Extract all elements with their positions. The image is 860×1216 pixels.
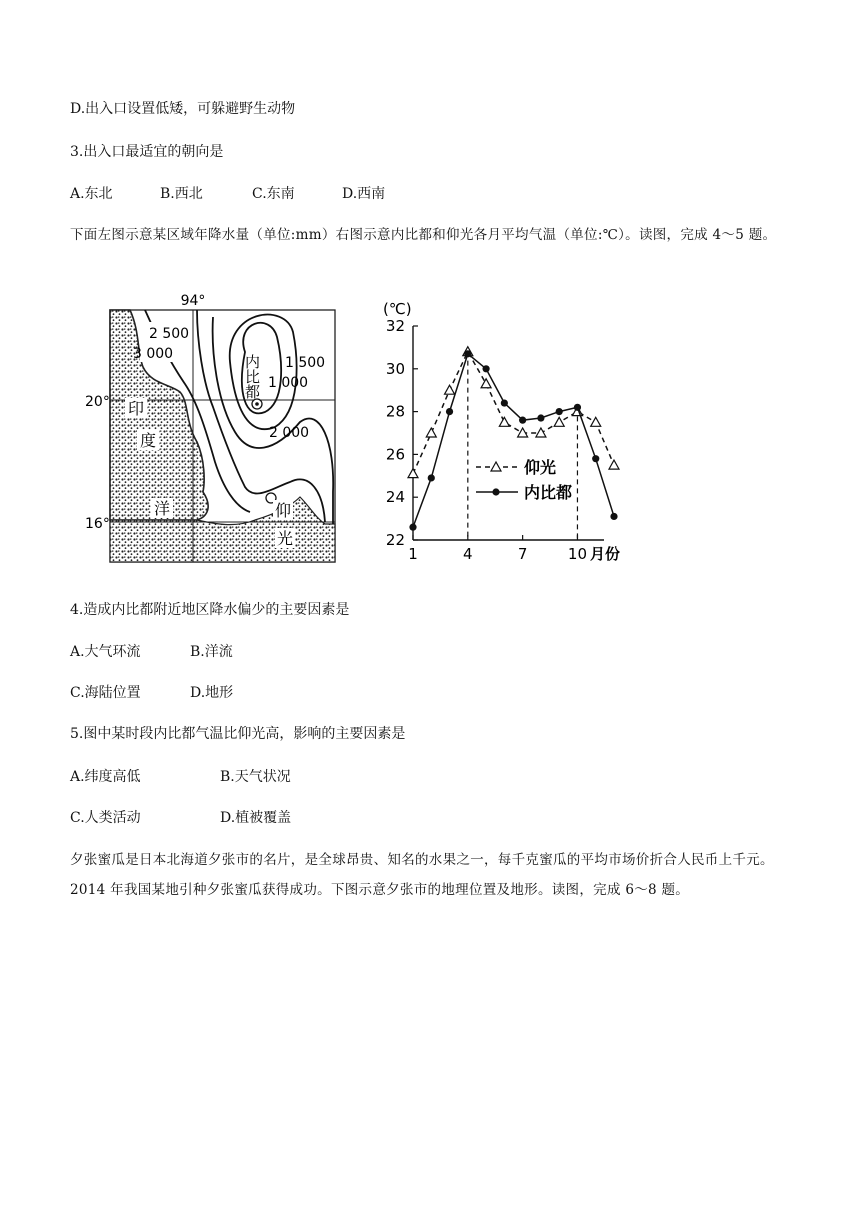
q4-option-b: B.洋流	[190, 644, 233, 660]
chart-ylabel: (℃)	[383, 300, 412, 318]
label-yang-guang-2: 光	[277, 529, 294, 548]
point-仰光	[499, 417, 509, 426]
point-仰光	[591, 417, 601, 426]
y-tick-label: 30	[385, 359, 405, 378]
label-yin: 印	[128, 399, 145, 418]
question-5-stem: 5.图中某时段内比都气温比仰光高，影响的主要因素是	[70, 726, 406, 742]
point-内比都	[501, 399, 508, 406]
isohyet-label-2000: 2 000	[269, 425, 310, 441]
point-仰光	[536, 428, 546, 437]
label-du: 度	[140, 431, 157, 450]
label-naypyidaw: 内比都	[243, 354, 261, 399]
point-仰光	[445, 385, 455, 394]
point-仰光	[408, 469, 418, 478]
lon-label-94: 94°	[180, 293, 206, 309]
x-tick-label: 7	[517, 545, 528, 563]
q4-option-d: D.地形	[190, 685, 234, 701]
point-内比都	[482, 365, 489, 372]
intro-questions-4-5: 下面左图示意某区域年降水量（单位:mm）右图示意内比都和仰光各月平均气温（单位:℃）。读图，完成 4～5 题。	[70, 227, 777, 243]
temperature-chart	[368, 292, 638, 567]
legend-marker-内比都	[492, 488, 499, 495]
q4-option-c: C.海陆位置	[70, 685, 141, 701]
q3-option-b: B.西北	[160, 186, 203, 202]
label-yang: 洋	[154, 499, 171, 518]
series-line-内比都	[413, 354, 614, 527]
point-内比都	[537, 414, 544, 421]
question-4-stem: 4.造成内比都附近地区降水偏少的主要因素是	[70, 602, 350, 618]
y-tick-label: 32	[385, 317, 405, 335]
x-tick-label: 10	[567, 545, 588, 563]
q3-option-c: C.东南	[252, 186, 295, 202]
y-tick-label: 22	[385, 531, 405, 549]
lat-label-20: 20°	[85, 394, 110, 410]
q5-option-c: C.人类活动	[70, 810, 141, 826]
q3-option-d: D.西南	[342, 186, 386, 202]
lat-label-16: 16°	[85, 516, 110, 532]
legend-marker-仰光	[491, 462, 501, 471]
point-仰光	[481, 379, 491, 388]
point-内比都	[519, 417, 526, 424]
chart-xlabel: 月份	[590, 545, 621, 563]
question-2-option-d: D.出入口设置低矮，可躲避野生动物	[70, 101, 296, 117]
question-3-stem: 3.出入口最适宜的朝向是	[70, 144, 224, 160]
legend-label-仰光: 仰光	[524, 458, 557, 477]
x-tick-label: 1	[408, 545, 418, 563]
y-tick-label: 24	[385, 488, 405, 507]
precipitation-map	[85, 292, 350, 567]
legend-label-内比都: 内比都	[524, 483, 573, 502]
isohyet-label-3000: 3 000	[133, 346, 174, 362]
point-仰光	[426, 428, 436, 437]
x-tick-label: 4	[463, 545, 473, 563]
y-tick-label: 26	[385, 445, 405, 464]
point-内比都	[428, 474, 435, 481]
y-tick-label: 28	[385, 402, 405, 421]
point-内比都	[592, 455, 599, 462]
point-内比都	[446, 408, 453, 415]
series-line-仰光	[413, 352, 614, 474]
intro-questions-6-8: 夕张蜜瓜是日本北海道夕张市的名片，是全球昂贵、知名的水果之一，每千克蜜瓜的平均市场价折合人民币上千元。2014 年我国某地引种夕张蜜瓜获得成功。下图示意夕张市的地理位置及地形。读图，完成 6～8 题。	[70, 852, 774, 898]
point-仰光	[554, 417, 564, 426]
q5-option-a: A.纬度高低	[70, 769, 141, 785]
point-内比都	[610, 513, 617, 520]
isohyet-label-1500: 1 500	[285, 355, 326, 371]
point-内比都	[556, 408, 563, 415]
point-内比都	[574, 404, 581, 411]
q3-option-a: A.东北	[70, 186, 113, 202]
label-yang-guang-1: 仰	[275, 501, 292, 520]
q5-option-b: B.天气状况	[220, 769, 291, 785]
isohyet-label-2500: 2 500	[149, 326, 190, 342]
point-仰光	[609, 460, 619, 469]
q4-option-a: A.大气环流	[70, 644, 141, 660]
q5-option-d: D.植被覆盖	[220, 810, 292, 826]
point-内比都	[409, 524, 416, 531]
point-内比都	[464, 350, 471, 357]
isohyet-label-1000: 1 000	[268, 375, 309, 391]
